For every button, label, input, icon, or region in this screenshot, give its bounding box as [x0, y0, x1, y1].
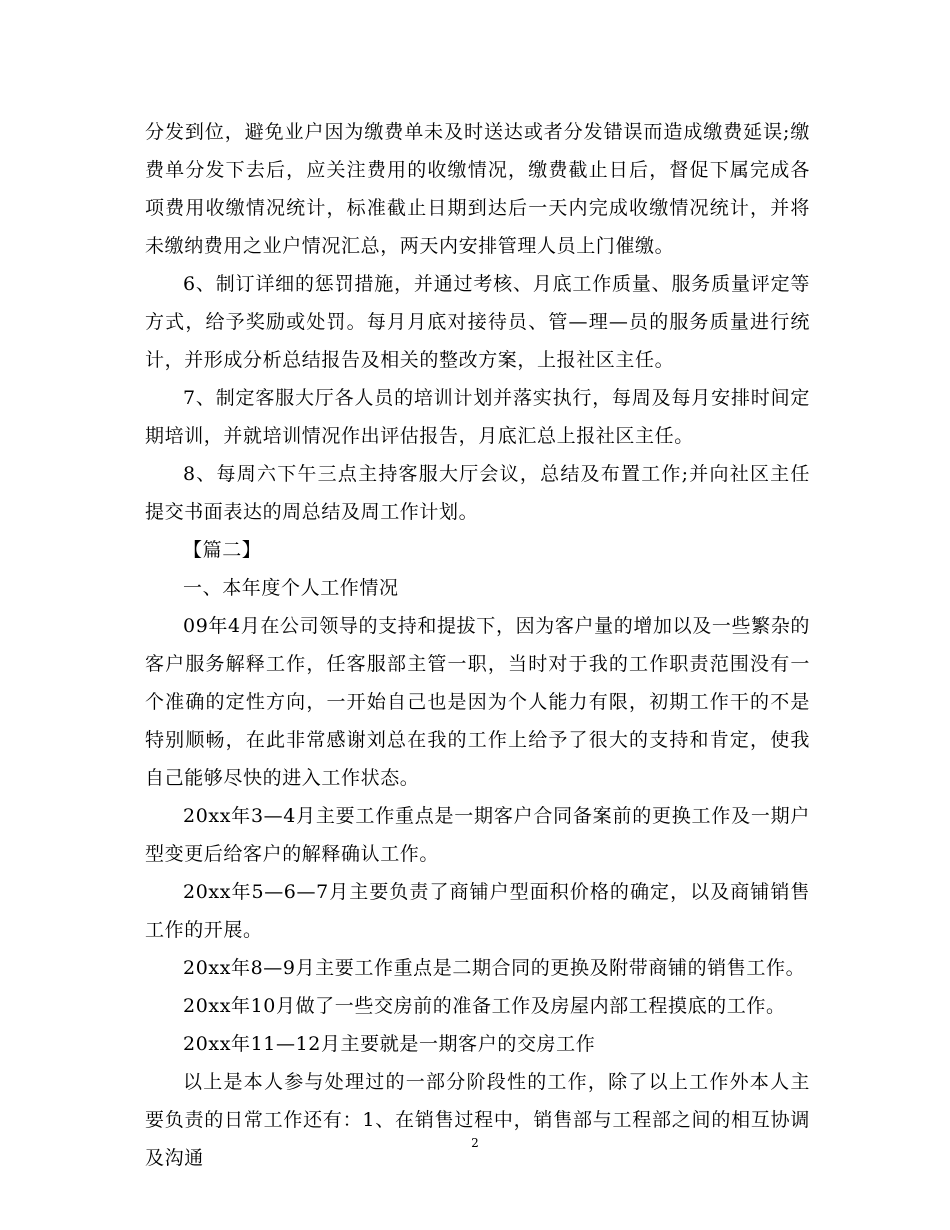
paragraph-summary: 以上是本人参与处理过的一部分阶段性的工作，除了以上工作外本人主要负责的日常工作还有：1、在销售过程中，销售部与工程部之间的相互协调及沟通 [145, 1071, 810, 1169]
section-heading: 【篇二】 [183, 539, 262, 561]
paragraph-item-8: 8、每周六下午三点主持客服大厅会议，总结及布置工作;并向社区主任提交书面表达的周总结及周工作计划。 [145, 463, 810, 523]
paragraph-oct: 20xx年10月做了一些交房前的准备工作及房屋内部工程摸底的工作。 [183, 995, 786, 1017]
paragraph-aug-sep: 20xx年8—9月主要工作重点是二期合同的更换及附带商铺的销售工作。 [183, 957, 806, 979]
page-number: 2 [471, 1136, 479, 1150]
paragraph-nov-dec: 20xx年11—12月主要就是一期客户的交房工作 [183, 1033, 596, 1055]
subsection-heading: 一、本年度个人工作情况 [183, 577, 399, 599]
paragraph-item-7: 7、制定客服大厅各人员的培训计划并落实执行，每周及每月安排时间定期培训，并就培训情况作出评估报告，月底汇总上报社区主任。 [145, 387, 810, 447]
paragraph-item-6: 6、制订详细的惩罚措施，并通过考核、月底工作质量、服务质量评定等方式，给予奖励或处罚。每月月底对接待员、管—理—员的服务质量进行统计，并形成分析总结报告及相关的整改方案，上报社区主任。 [145, 273, 810, 371]
paragraph-may-jul: 20xx年5—6—7月主要负责了商铺户型面积价格的确定，以及商铺销售工作的开展。 [145, 881, 810, 941]
document-body [145, 113, 810, 1177]
paragraph-intro: 09年4月在公司领导的支持和提拔下，因为客户量的增加以及一些繁杂的客户服务解释工作，任客服部主管一职，当时对于我的工作职责范围没有一个准确的定性方向，一开始自己也是因为个人能力有限，初期工作干的不是特别顺畅，在此非常感谢刘总在我的工作上给予了很大的支持和肯定，使我自己能够尽快的进入工作状态。 [145, 615, 810, 789]
paragraph-mar-apr: 20xx年3—4月主要工作重点是一期客户合同备案前的更换工作及一期户型变更后给客户的解释确认工作。 [145, 805, 810, 865]
paragraph-continued: 分发到位，避免业户因为缴费单未及时送达或者分发错误而造成缴费延误;缴费单分发下去后，应关注费用的收缴情况，缴费截止日后，督促下属完成各项费用收缴情况统计，标准截止日期到达后一天内完成收缴情况统计，并将未缴纳费用之业户情况汇总，两天内安排管理人员上门催缴。 [145, 121, 810, 257]
